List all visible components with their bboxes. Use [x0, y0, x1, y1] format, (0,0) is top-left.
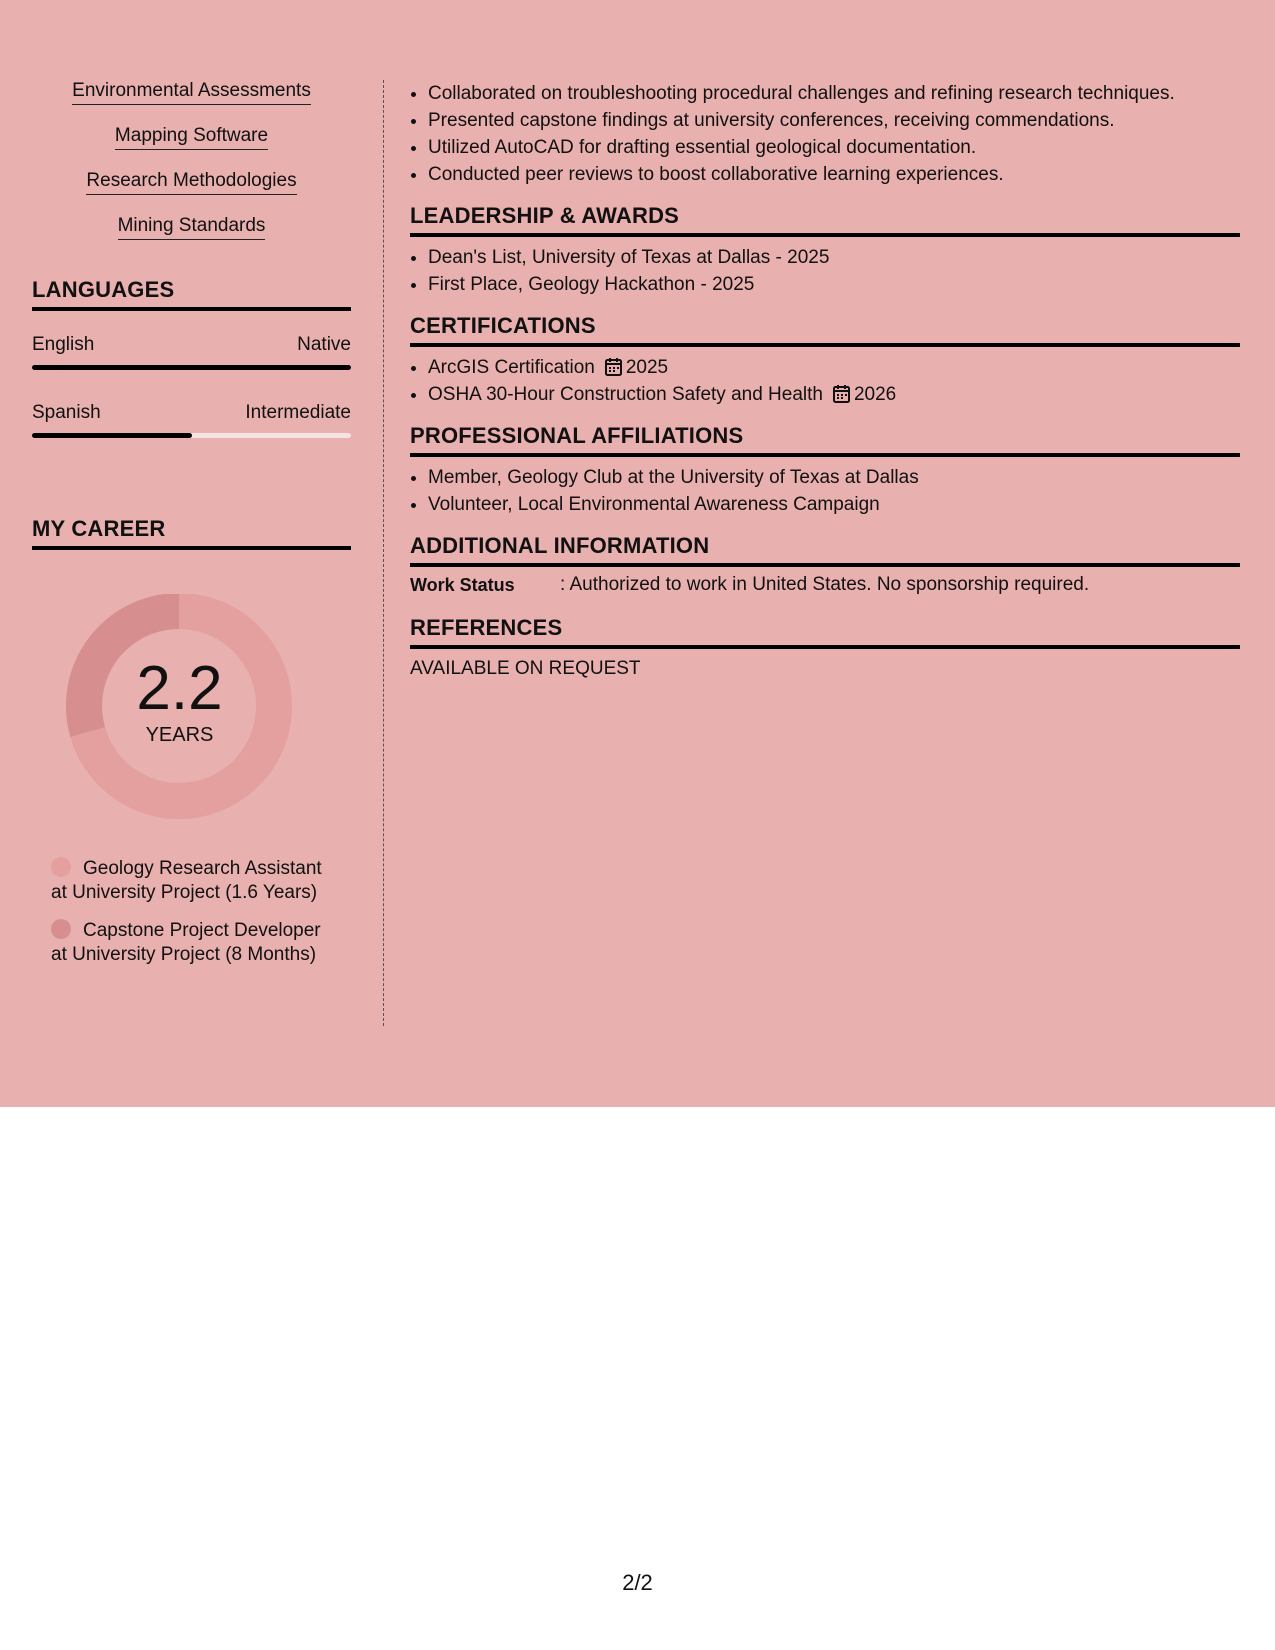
language-level: Native: [297, 334, 351, 355]
language-level: Intermediate: [245, 402, 351, 423]
affiliation-item: • Member, Geology Club at the University of Texas at Dallas: [428, 464, 1240, 491]
leadership-item: • Dean's List, University of Texas at Dallas - 2025: [428, 244, 1240, 271]
career-legend: [51, 857, 351, 967]
left-column: [32, 80, 351, 981]
leadership-heading: LEADERSHIP & AWARDS: [410, 203, 1240, 237]
certifications-section: [410, 313, 1240, 408]
calendar-icon: [833, 384, 850, 403]
affiliations-section: [410, 423, 1240, 518]
experience-bullets: [410, 80, 1240, 188]
certifications-heading: CERTIFICATIONS: [410, 313, 1240, 347]
references-heading: REFERENCES: [410, 615, 1240, 649]
language-name: Spanish: [32, 402, 101, 423]
additional-info-section: [410, 533, 1240, 597]
legend-dot-icon: [51, 919, 71, 939]
right-column: [410, 80, 1240, 681]
career-donut-chart: [32, 594, 351, 824]
column-divider: [383, 80, 384, 1026]
work-status-value: : Authorized to work in United States. No sponsorship required.: [560, 574, 1090, 595]
language-proficiency-bar: [32, 433, 351, 438]
career-heading: MY CAREER: [32, 516, 351, 550]
language-name: English: [32, 334, 95, 355]
career-legend-item: Geology Research Assistant at University Project (1.6 Years): [51, 858, 322, 903]
career-total-unit: YEARS: [145, 724, 214, 746]
experience-bullet: • Conducted peer reviews to boost collaborative learning experiences.: [428, 161, 1240, 188]
certification-item: • OSHA 30-Hour Construction Safety and Health 2026: [428, 381, 1240, 408]
skill-item: Mining Standards: [32, 215, 351, 240]
work-status-label: Work Status: [410, 575, 515, 595]
page-number: 2/2: [622, 1570, 653, 1595]
legend-dot-icon: [51, 857, 71, 877]
languages-section: [32, 277, 351, 438]
language-proficiency-bar: [32, 365, 351, 370]
additional-info-heading: ADDITIONAL INFORMATION: [410, 533, 1240, 567]
skill-item: Research Methodologies: [32, 170, 351, 195]
career-section: [32, 516, 351, 967]
references-section: [410, 615, 1240, 681]
skills-list: [32, 80, 351, 240]
work-status-row: [410, 573, 1240, 597]
affiliation-item: • Volunteer, Local Environmental Awareness Campaign: [428, 491, 1240, 518]
references-text: AVAILABLE ON REQUEST: [410, 658, 641, 679]
affiliations-heading: PROFESSIONAL AFFILIATIONS: [410, 423, 1240, 457]
experience-bullet: • Utilized AutoCAD for drafting essential geological documentation.: [428, 134, 1240, 161]
leadership-section: [410, 203, 1240, 298]
language-proficiency-fill: [32, 365, 351, 370]
calendar-icon: [605, 357, 622, 376]
language-proficiency-fill: [32, 433, 192, 438]
skill-item: Mapping Software: [32, 125, 351, 150]
languages-heading: LANGUAGES: [32, 277, 351, 311]
certification-item: • ArcGIS Certification 2025: [428, 354, 1240, 381]
language-item: [32, 334, 351, 370]
career-total-value: 2.2: [136, 654, 223, 723]
career-legend-item: Capstone Project Developer at University Project (8 Months): [51, 920, 321, 965]
experience-bullet: • Presented capstone findings at university conferences, receiving commendations.: [428, 107, 1240, 134]
leadership-item: • First Place, Geology Hackathon - 2025: [428, 271, 1240, 298]
language-item: [32, 402, 351, 438]
experience-bullet: • Collaborated on troubleshooting procedural challenges and refining research techniques.: [428, 80, 1240, 107]
skill-item: Environmental Assessments: [32, 80, 351, 105]
